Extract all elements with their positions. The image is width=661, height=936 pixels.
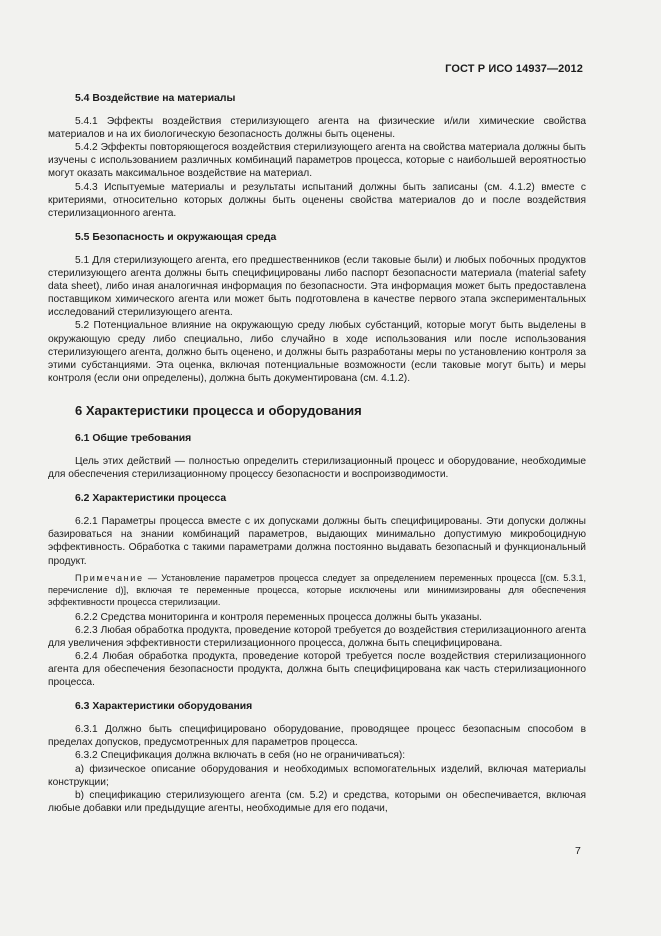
page-number: 7 (575, 845, 581, 857)
paragraph-6-2-2: 6.2.2 Средства мониторинга и контроля переменных процесса должны быть указаны. (75, 611, 483, 623)
paragraph-5-5-1: 5.1 Для стерилизующего агента, его предшественников (если таковые были) и любых побочных продуктов стерилизующего агента должны быть специфицированы либо паспорт безопасности материала (material safety data sheet), либо иная аналогичная информация по безопасности. Эта информация может быть предоставлена поставщиком химического агента или может быть подготовлена в качестве первого этапа экспериментальных исследований стерилизующего агента. (48, 254, 586, 319)
paragraph-5-4-1: 5.4.1 Эффекты воздействия стерилизующего агента на физические и/или химические свойства материалов и на их биологическую безопасность должны быть оценены. (48, 116, 586, 141)
page-content (48, 92, 586, 815)
paragraph-6-2-1: 6.2.1 Параметры процесса вместе с их допусками должны быть специфицированы. Эти допуски должны базироваться на знании комбинаций параметров, выдающих минимально допустимую микробоцидную эффективность. Обработка с такими параметрами должна постоянно выдавать безопасный и функциональный продукт. (48, 516, 586, 567)
paragraph-6-2-4: 6.2.4 Любая обработка продукта, проведение которой требуется после воздействия стерилизационного агента для обеспечения безопасности продукта, должна быть специфицирована как часть стерилизационного процесса. (48, 650, 586, 689)
paragraph-6-1: Цель этих действий — полностью определить стерилизационный процесс и оборудование, необходимые для обеспечения стерилизационному процессу безопасности и воспроизводимости. (48, 455, 586, 481)
note-block (48, 572, 586, 608)
section-6-2-title: 6.2 Характеристики процесса (75, 493, 227, 505)
section-5-4-title: 5.4 Воздействие на материалы (75, 93, 236, 104)
paragraph-6-2-3: 6.2.3 Любая обработка продукта, проведение которой требуется до воздействия стерилизационного агента для увеличения эффективности стерилизационного процесса, должна быть специфицирована. (48, 624, 586, 649)
list-item-a: a) физическое описание оборудования и необходимых вспомогательных изделий, включая материалы конструкции; (48, 763, 586, 788)
paragraph-6-3-2: 6.3.2 Спецификация должна включать в себя (но не ограничиваться): (75, 750, 406, 762)
section-6-title: 6 Характеристики процесса и оборудования (75, 402, 362, 418)
section-5-5-title: 5.5 Безопасность и окружающая среда (75, 231, 277, 243)
paragraph-5-5-2: 5.2 Потенциальное влияние на окружающую среду любых субстанций, которые могут быть выделены в окружающую среду либо специально, либо случайно в ходе использования или после использования стерилизующего агента, должно быть оценено, и должны быть разработаны меры по установлению контроля за этими субстанциями. Эта оценка, включая потенциальные возможности (если таковые могут быть) и меры контроля (если они определены), должна быть документирована (см. 4.1.2). (48, 320, 586, 384)
note-label: Примечание (75, 572, 144, 583)
section-6-3-title: 6.3 Характеристики оборудования (75, 701, 253, 713)
paragraph-5-4-2: 5.4.2 Эффекты повторяющегося воздействия стерилизующего агента на свойства материала должны быть изучены с использованием различных комбинаций параметров процесса, которые с наибольшей вероятностью могут оказать максимальное воздействие на материал. (48, 142, 586, 180)
standard-code-header: ГОСТ Р ИСО 14937—2012 (445, 63, 583, 75)
section-6-1-title: 6.1 Общие требования (75, 432, 192, 444)
list-item-b: b) спецификацию стерилизующего агента (см. 5.2) и средства, которыми он обеспечивается, включая любые добавки или предыдущие агенты, необходимые для его подачи, (48, 789, 586, 814)
paragraph-5-4-3: 5.4.3 Испытуемые материалы и результаты испытаний должны быть записаны (см. 4.1.2) вместе с критериями, относительно которых должны быть оценены свойства материалов до и после воздействия стерилизационного агента. (48, 181, 586, 219)
note-text: — Установление параметров процесса следует за определением переменных процесса [(см. 5.3.1, перечисление d)], включая те переменные процесса, которые исключены или минимизированы для обеспечения эффективности процесса стерилизации. (48, 572, 586, 607)
paragraph-6-3-1: 6.3.1 Должно быть специфицировано оборудование, проводящее процесс безопасным способом в пределах допусков, предусмотренных для параметров процесса. (48, 724, 586, 749)
